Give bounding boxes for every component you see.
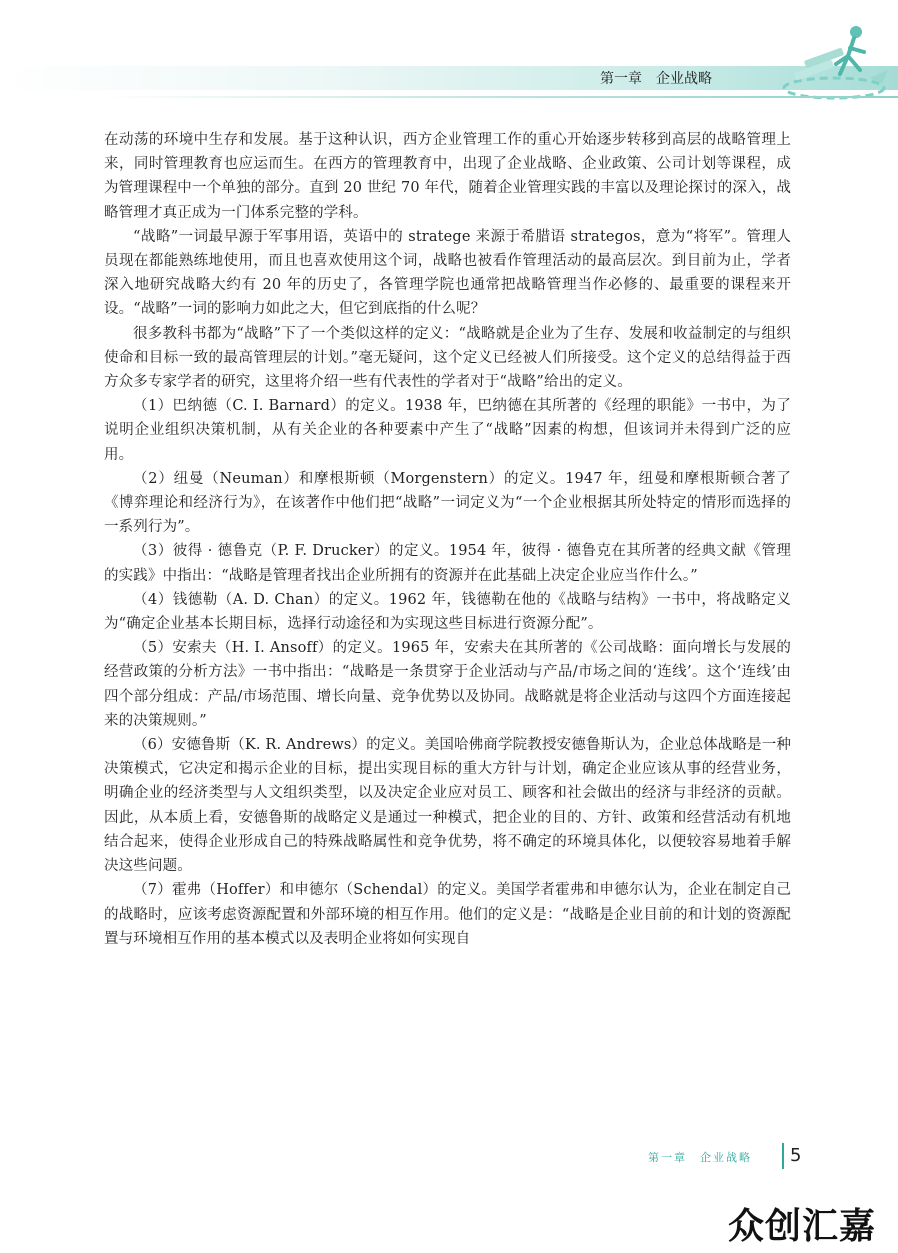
watermark-logo: 众创汇嘉 [728, 1206, 877, 1247]
header-chapter-title: 第一章 企业战略 [600, 71, 712, 87]
header-divider [102, 96, 898, 98]
paragraph: 在动荡的环境中生存和发展。基于这种认识，西方企业管理工作的重心开始逐步转移到高层的战略管理上来，同时管理教育也应运而生。在西方的管理教育中，出现了企业战略、企业政策、公司计划等课程，成为管理课程中一个单独的部分。直到 20 世纪 70 年代，随着企业管理实践的丰富以及理论探讨的深入，战略管理才真正成为一门体系完整的学科。 [104, 132, 791, 221]
paragraph: （7）霍弗（Hoffer）和申德尔（Schendal）的定义。美国学者霍弗和申德尔认为，企业在制定自己的战略时，应该考虑资源配置和外部环境的相互作用。他们的定义是：“战略是企业目前的和计划的资源配置与环境相互作用的基本模式以及表明企业将如何实现自 [104, 882, 791, 947]
paragraph: 很多教科书都为“战略”下了一个类似这样的定义：“战略就是企业为了生存、发展和收益制定的与组织使命和目标一致的最高管理层的计划。”毫无疑问，这个定义已经被人们所接受。这个定义的总结得益于西方众多专家学者的研究，这里将介绍一些有代表性的学者对于“战略”给出的定义。 [104, 325, 791, 391]
paragraph: （1）巴纳德（C. I. Barnard）的定义。1938 年，巴纳德在其所著的《经理的职能》一书中，为了说明企业组织决策机制，从有关企业的各种要素中产生了“战略”因素的构想，但该词并未得到广泛的应用。 [104, 398, 791, 463]
paragraph: （6）安德鲁斯（K. R. Andrews）的定义。美国哈佛商学院教授安德鲁斯认为，企业总体战略是一种决策模式，它决定和揭示企业的目标，提出实现目标的重大方针与计划，确定企业应该从事的经营业务，明确企业的经济类型与人文组织类型，以及决定企业应对员工、顾客和社会做出的经济与非经济的贡献。因此，从本质上看，安德鲁斯的战略定义是通过一种模式，把企业的目的、方针、政策和经营活动有机地结合起来，使得企业形成自己的特殊战略属性和竞争优势，将不确定的环境具体化，以便较容易地着手解决这些问题。 [104, 737, 792, 875]
paragraph: （5）安索夫（H. I. Ansoff）的定义。1965 年，安索夫在其所著的《公司战略：面向增长与发展的经营政策的分析方法》一书中指出：“战略是一条贯穿于企业活动与产品/市场之间的‘连线’。这个‘连线’由四个部分组成：产品/市场范围、增长向量、竞争优势以及协同。战略就是将企业活动与这四个方面连接起来的决策规则。” [104, 640, 791, 729]
body-text [104, 128, 791, 951]
runner-illustration-icon [770, 18, 898, 108]
footer-chapter-title: 第一章 企业战略 [648, 1151, 752, 1164]
paragraph: （2）纽曼（Neuman）和摩根斯顿（Morgenstern）的定义。1947 年，纽曼和摩根斯顿合著了《博弈理论和经济行为》，在该著作中他们把“战略”一词定义为“一个企业根据其所处特定的情形而选择的一系列行为”。 [104, 470, 791, 536]
paragraph: （3）彼得 · 德鲁克（P. F. Drucker）的定义。1954 年，彼得 · 德鲁克在其所著的经典文献《管理的实践》中指出：“战略是管理者找出企业所拥有的资源并在此基础上决定企业应当作什么。” [104, 543, 791, 584]
paragraph: （4）钱德勒（A. D. Chan）的定义。1962 年，钱德勒在他的《战略与结构》一书中，将战略定义为“确定企业基本长期目标，选择行动途径和为实现这些目标进行资源分配”。 [104, 591, 791, 633]
page-number: 5 [790, 1145, 802, 1166]
footer-divider [782, 1143, 784, 1169]
paragraph: “战略”一词最早源于军事用语，英语中的 stratege 来源于希腊语 strategos，意为“将军”。管理人员现在都能熟练地使用，而且也喜欢使用这个词，战略也被看作管理活动的最高层次。到目前为止，学者深入地研究战略大约有 20 年的历史了，各管理学院也通常把战略管理当作必修的、最重要的课程来开设。“战略”一词的影响力如此之大，但它到底指的什么呢？ [104, 228, 791, 318]
